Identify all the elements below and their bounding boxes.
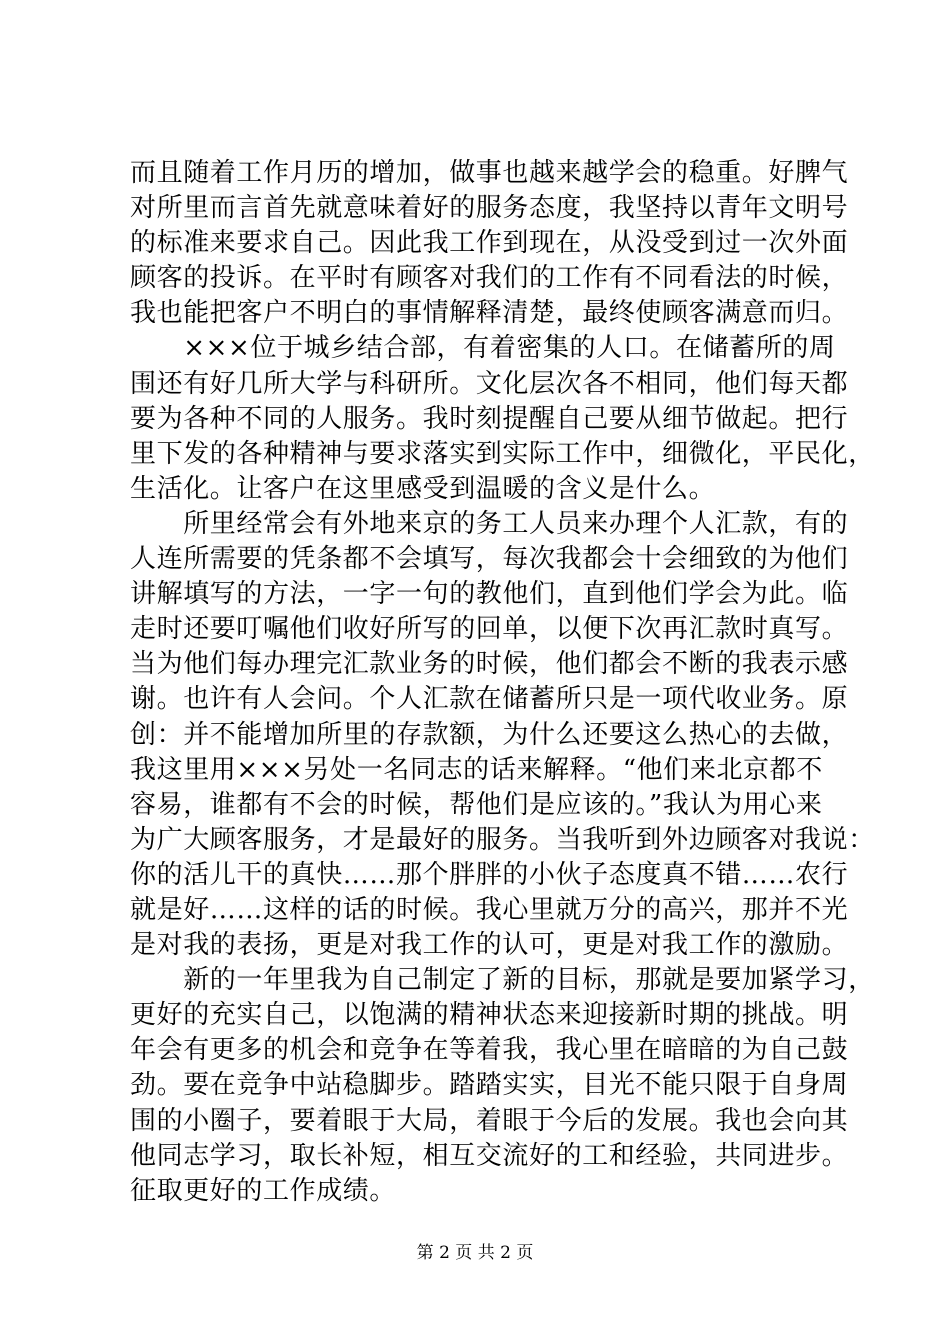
text-line: 为广大顾客服务，才是最好的服务。当我听到外边顾客对我说： bbox=[130, 824, 875, 855]
text-line: 更好的充实自己，以饱满的精神状态来迎接新时期的挑战。明 bbox=[130, 1000, 849, 1031]
text-line: 新的一年里我为自己制定了新的目标，那就是要加紧学习， bbox=[130, 965, 875, 996]
text-line: 他同志学习，取长补短，相互交流好的工和经验，共同进步。 bbox=[130, 1140, 849, 1171]
page-number-footer: 第 2 页 共 2 页 bbox=[416, 1243, 534, 1263]
text-line: 围还有好几所大学与科研所。文化层次各不相同，他们每天都 bbox=[130, 368, 849, 399]
text-line: 创：并不能增加所里的存款额，为什么还要这么热心的去做， bbox=[130, 719, 849, 750]
text-line: ×××位于城乡结合部，有着密集的人口。在储蓄所的周 bbox=[130, 333, 836, 364]
document-body bbox=[130, 156, 875, 1209]
text-line: 走时还要叮嘱他们收好所写的回单，以便下次再汇款时真写。 bbox=[130, 614, 849, 645]
text-line: 的标准来要求自己。因此我工作到现在，从没受到过一次外面 bbox=[130, 228, 849, 259]
text-line: 我这里用×××另处一名同志的话来解释。“他们来北京都不 bbox=[130, 754, 823, 785]
text-line: 征取更好的工作成绩。 bbox=[130, 1175, 397, 1206]
text-line: 人连所需要的凭条都不会填写，每次我都会十会细致的为他们 bbox=[130, 544, 849, 575]
text-line: 生活化。让客户在这里感受到温暖的含义是什么。 bbox=[130, 473, 716, 504]
text-line: 要为各种不同的人服务。我时刻提醒自己要从细节做起。把行 bbox=[130, 403, 849, 434]
text-line: 围的小圈子，要着眼于大局，着眼于今后的发展。我也会向其 bbox=[130, 1105, 849, 1136]
text-line: 而且随着工作月历的增加，做事也越来越学会的稳重。好脾气 bbox=[130, 158, 849, 188]
text-line: 是对我的表扬，更是对我工作的认可，更是对我工作的激励。 bbox=[130, 930, 849, 961]
text-line: 容易，谁都有不会的时候，帮他们是应该的。”我认为用心来 bbox=[130, 789, 823, 820]
text-line: 对所里而言首先就意味着好的服务态度，我坚持以青年文明号 bbox=[130, 193, 849, 224]
text-line: 顾客的投诉。在平时有顾客对我们的工作有不同看法的时候， bbox=[130, 263, 849, 294]
text-line: 里下发的各种精神与要求落实到实际工作中，细微化，平民化， bbox=[130, 438, 875, 469]
text-line: 讲解填写的方法，一字一句的教他们，直到他们学会为此。临 bbox=[130, 579, 849, 610]
text-line: 所里经常会有外地来京的务工人员来办理个人汇款，有的 bbox=[130, 508, 849, 539]
text-line: 你的活儿干的真快……那个胖胖的小伙子态度真不错……农行 bbox=[130, 859, 849, 890]
text-line: 年会有更多的机会和竞争在等着我，我心里在暗暗的为自己鼓 bbox=[130, 1035, 849, 1066]
text-line: 谢。也许有人会问。个人汇款在储蓄所只是一项代收业务。原 bbox=[130, 684, 849, 715]
text-line: 当为他们每办理完汇款业务的时候，他们都会不断的我表示感 bbox=[130, 649, 849, 680]
text-line: 劲。要在竞争中站稳脚步。踏踏实实，目光不能只限于自身周 bbox=[130, 1070, 849, 1101]
text-line: 就是好……这样的话的时候。我心里就万分的高兴，那并不光 bbox=[130, 894, 849, 925]
text-line: 我也能把客户不明白的事情解释清楚，最终使顾客满意而归。 bbox=[130, 298, 849, 329]
